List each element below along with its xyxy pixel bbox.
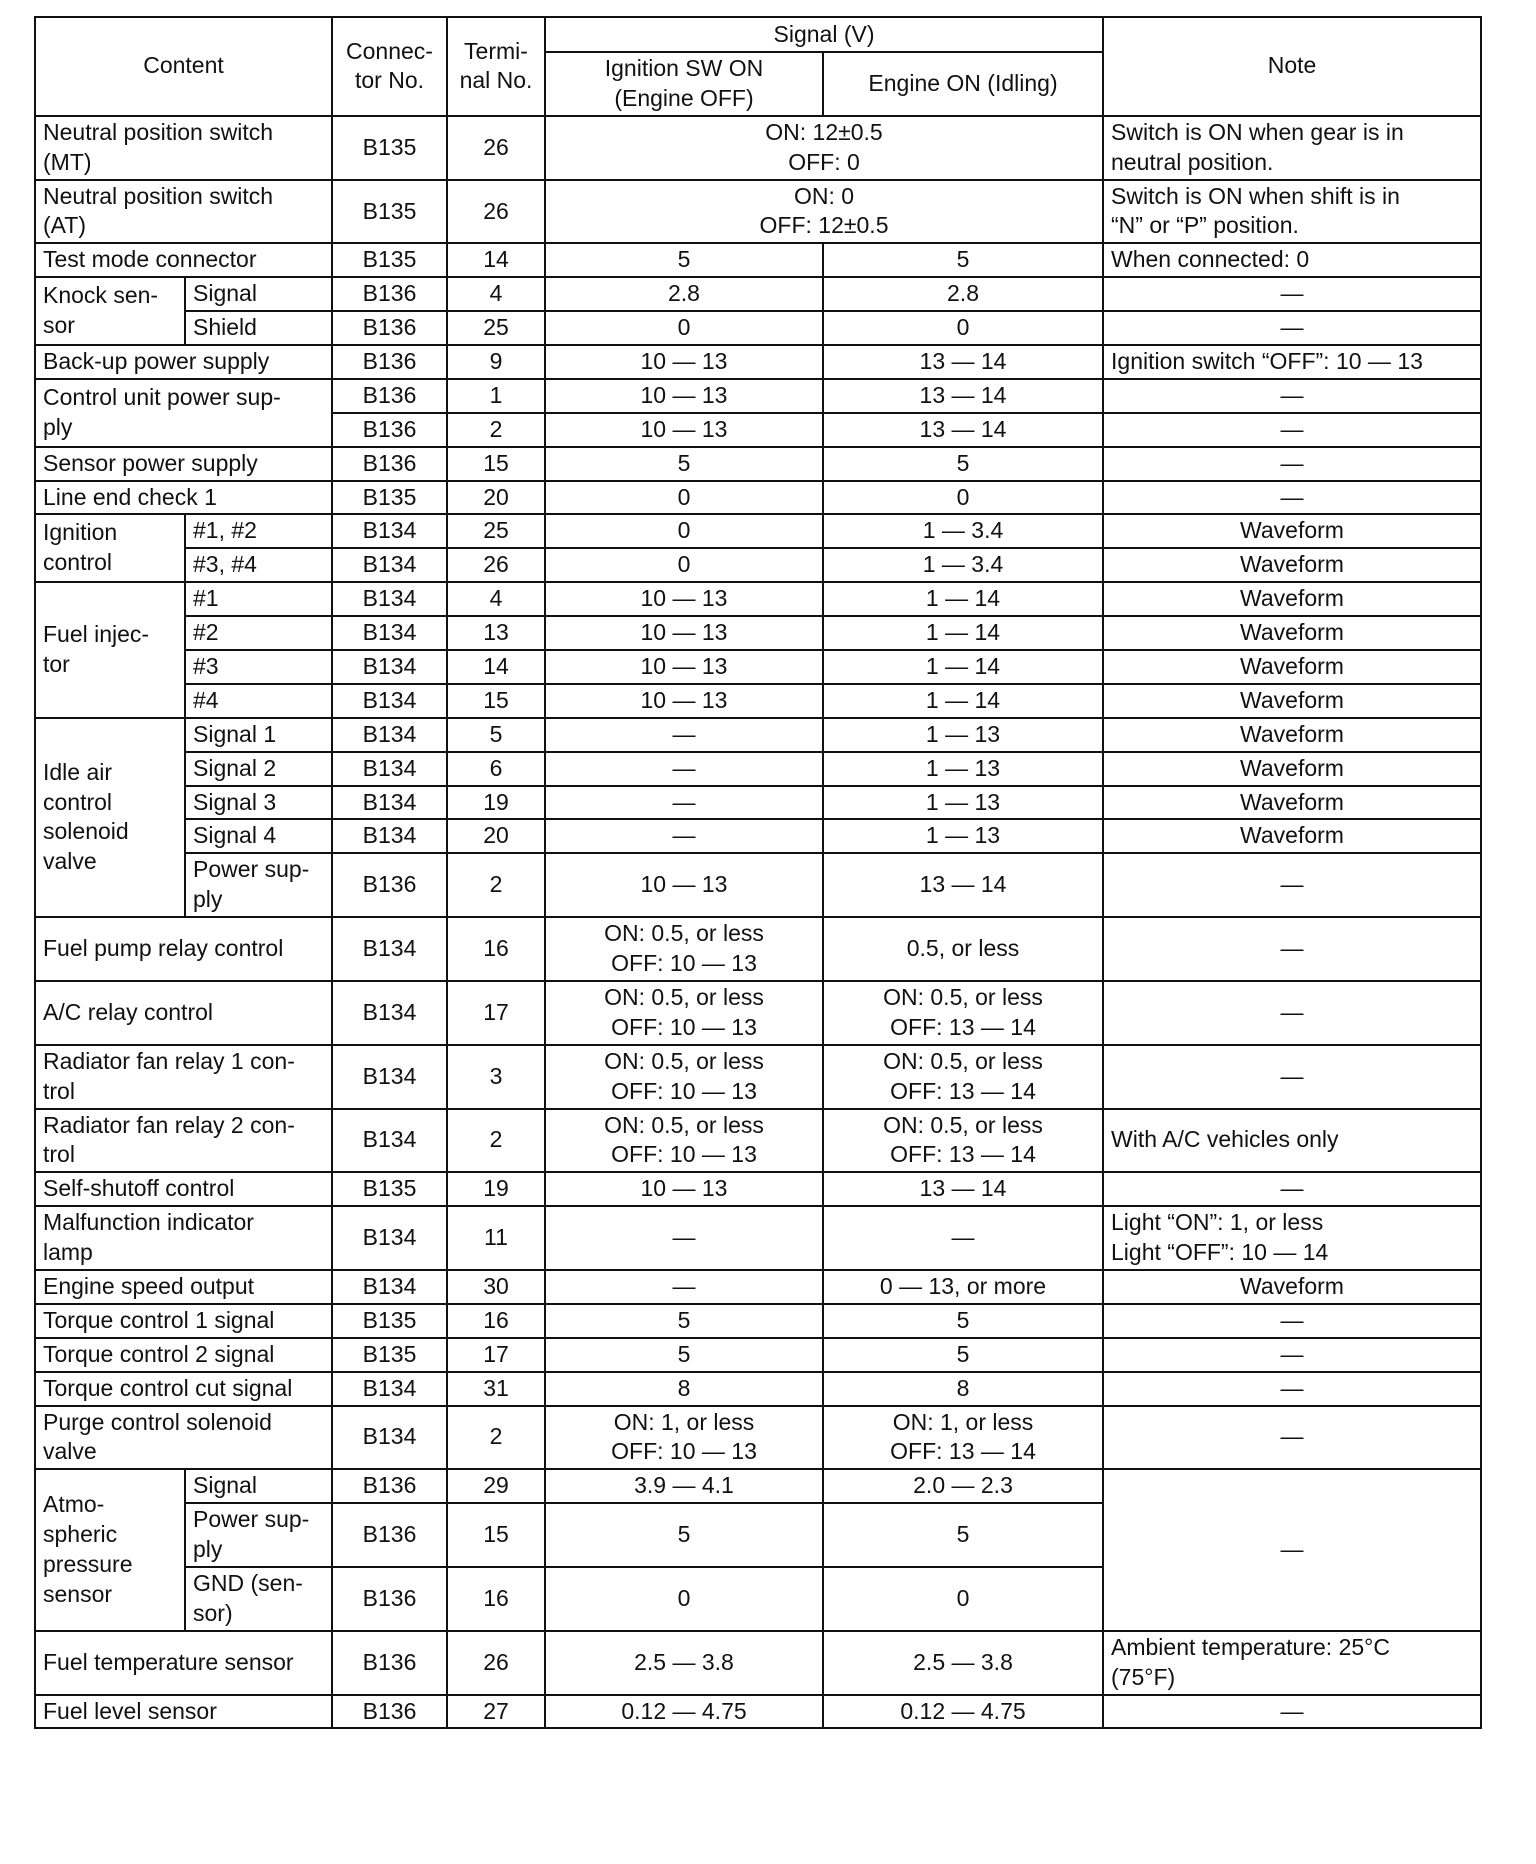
terminal-no: 31 bbox=[447, 1372, 545, 1406]
signal-engine-on: 1 — 13 bbox=[823, 752, 1103, 786]
signal-ignition-on: 10 — 13 bbox=[545, 379, 823, 413]
header-ignition-sw-on: Ignition SW ON (Engine OFF) bbox=[545, 52, 823, 116]
signal-ignition-on: — bbox=[545, 819, 823, 853]
terminal-no: 25 bbox=[447, 514, 545, 548]
table-row bbox=[35, 819, 1481, 853]
note: — bbox=[1103, 1304, 1481, 1338]
table-row bbox=[35, 786, 1481, 820]
content-sub-label: #1 bbox=[185, 582, 332, 616]
table-row bbox=[35, 684, 1481, 718]
note: — bbox=[1103, 311, 1481, 345]
note: — bbox=[1103, 917, 1481, 981]
signal-engine-on: 0 — 13, or more bbox=[823, 1270, 1103, 1304]
connector-no: B134 bbox=[332, 514, 447, 548]
note: — bbox=[1103, 1469, 1481, 1630]
content-sub-label: Signal 1 bbox=[185, 718, 332, 752]
terminal-no: 2 bbox=[447, 853, 545, 917]
connector-no: B134 bbox=[332, 1372, 447, 1406]
table-row bbox=[35, 1338, 1481, 1372]
terminal-no: 11 bbox=[447, 1206, 545, 1270]
content-label: Malfunction indicator lamp bbox=[35, 1206, 332, 1270]
note: With A/C vehicles only bbox=[1103, 1109, 1481, 1173]
content-group-label: Knock sen- sor bbox=[35, 277, 185, 345]
content-sub-label: Signal 3 bbox=[185, 786, 332, 820]
terminal-no: 29 bbox=[447, 1469, 545, 1503]
table-row bbox=[35, 1304, 1481, 1338]
signal-value-merged: ON: 12±0.5 OFF: 0 bbox=[545, 116, 1103, 180]
note: Waveform bbox=[1103, 819, 1481, 853]
signal-engine-on: 5 bbox=[823, 1503, 1103, 1567]
terminal-no: 20 bbox=[447, 819, 545, 853]
signal-ignition-on: 5 bbox=[545, 1338, 823, 1372]
content-sub-label: Power sup- ply bbox=[185, 1503, 332, 1567]
signal-value-merged: ON: 0 OFF: 12±0.5 bbox=[545, 180, 1103, 244]
signal-engine-on: 2.5 — 3.8 bbox=[823, 1631, 1103, 1695]
connector-no: B134 bbox=[332, 917, 447, 981]
content-label: Control unit power sup- ply bbox=[35, 379, 332, 447]
table-row bbox=[35, 447, 1481, 481]
signal-engine-on: 1 — 14 bbox=[823, 650, 1103, 684]
signal-ignition-on: ON: 0.5, or less OFF: 10 — 13 bbox=[545, 1045, 823, 1109]
content-label: Test mode connector bbox=[35, 243, 332, 277]
signal-engine-on: 5 bbox=[823, 1338, 1103, 1372]
note: — bbox=[1103, 481, 1481, 515]
signal-engine-on: 13 — 14 bbox=[823, 345, 1103, 379]
terminal-no: 4 bbox=[447, 582, 545, 616]
connector-no: B135 bbox=[332, 243, 447, 277]
signal-engine-on: — bbox=[823, 1206, 1103, 1270]
terminal-no: 20 bbox=[447, 481, 545, 515]
content-label: Radiator fan relay 1 con- trol bbox=[35, 1045, 332, 1109]
signal-engine-on: ON: 0.5, or less OFF: 13 — 14 bbox=[823, 1109, 1103, 1173]
signal-ignition-on: 10 — 13 bbox=[545, 616, 823, 650]
content-label: Purge control solenoid valve bbox=[35, 1406, 332, 1470]
header-content: Content bbox=[35, 17, 332, 116]
table-row bbox=[35, 1695, 1481, 1729]
terminal-no: 14 bbox=[447, 650, 545, 684]
signal-ignition-on: 8 bbox=[545, 1372, 823, 1406]
table-header bbox=[35, 17, 1481, 116]
content-sub-label: Shield bbox=[185, 311, 332, 345]
content-group-label: Atmo- spheric pressure sensor bbox=[35, 1469, 185, 1630]
note: Waveform bbox=[1103, 718, 1481, 752]
note: — bbox=[1103, 1045, 1481, 1109]
signal-ignition-on: 0 bbox=[545, 311, 823, 345]
terminal-signal-table bbox=[34, 16, 1482, 1729]
connector-no: B134 bbox=[332, 684, 447, 718]
table-row bbox=[35, 1172, 1481, 1206]
table-row bbox=[35, 345, 1481, 379]
table-row bbox=[35, 1372, 1481, 1406]
content-label: Neutral position switch (AT) bbox=[35, 180, 332, 244]
header-engine-on: Engine ON (Idling) bbox=[823, 52, 1103, 116]
signal-ignition-on: ON: 0.5, or less OFF: 10 — 13 bbox=[545, 917, 823, 981]
signal-engine-on: 1 — 13 bbox=[823, 819, 1103, 853]
content-label: Back-up power supply bbox=[35, 345, 332, 379]
signal-engine-on: 5 bbox=[823, 1304, 1103, 1338]
table-row bbox=[35, 1469, 1481, 1503]
content-label: Torque control 2 signal bbox=[35, 1338, 332, 1372]
table-row bbox=[35, 650, 1481, 684]
connector-no: B136 bbox=[332, 277, 447, 311]
connector-no: B134 bbox=[332, 616, 447, 650]
signal-ignition-on: 3.9 — 4.1 bbox=[545, 1469, 823, 1503]
terminal-no: 3 bbox=[447, 1045, 545, 1109]
table-body bbox=[35, 116, 1481, 1729]
table-row bbox=[35, 1406, 1481, 1470]
terminal-no: 25 bbox=[447, 311, 545, 345]
connector-no: B135 bbox=[332, 1172, 447, 1206]
content-sub-label: #1, #2 bbox=[185, 514, 332, 548]
note: Ambient temperature: 25°C (75°F) bbox=[1103, 1631, 1481, 1695]
signal-engine-on: 1 — 13 bbox=[823, 786, 1103, 820]
content-sub-label: Power sup- ply bbox=[185, 853, 332, 917]
terminal-no: 16 bbox=[447, 1304, 545, 1338]
signal-ignition-on: 10 — 13 bbox=[545, 684, 823, 718]
signal-ignition-on: 0 bbox=[545, 514, 823, 548]
note: Waveform bbox=[1103, 1270, 1481, 1304]
table-row bbox=[35, 1206, 1481, 1270]
header-connector-no: Connec- tor No. bbox=[332, 17, 447, 116]
terminal-no: 2 bbox=[447, 1406, 545, 1470]
table-row bbox=[35, 1045, 1481, 1109]
signal-engine-on: 13 — 14 bbox=[823, 413, 1103, 447]
note: — bbox=[1103, 447, 1481, 481]
table-row bbox=[35, 752, 1481, 786]
signal-ignition-on: 0 bbox=[545, 548, 823, 582]
terminal-no: 4 bbox=[447, 277, 545, 311]
connector-no: B136 bbox=[332, 853, 447, 917]
connector-no: B135 bbox=[332, 180, 447, 244]
signal-engine-on: 13 — 14 bbox=[823, 379, 1103, 413]
signal-engine-on: 2.8 bbox=[823, 277, 1103, 311]
signal-engine-on: ON: 1, or less OFF: 13 — 14 bbox=[823, 1406, 1103, 1470]
connector-no: B134 bbox=[332, 1045, 447, 1109]
connector-no: B134 bbox=[332, 582, 447, 616]
signal-engine-on: 1 — 13 bbox=[823, 718, 1103, 752]
signal-ignition-on: ON: 0.5, or less OFF: 10 — 13 bbox=[545, 981, 823, 1045]
connector-no: B134 bbox=[332, 718, 447, 752]
content-label: Line end check 1 bbox=[35, 481, 332, 515]
signal-ignition-on: 5 bbox=[545, 1304, 823, 1338]
note: — bbox=[1103, 277, 1481, 311]
signal-engine-on: 1 — 3.4 bbox=[823, 548, 1103, 582]
signal-ignition-on: — bbox=[545, 786, 823, 820]
connector-no: B134 bbox=[332, 752, 447, 786]
table-row bbox=[35, 481, 1481, 515]
connector-no: B135 bbox=[332, 481, 447, 515]
connector-no: B136 bbox=[332, 311, 447, 345]
connector-no: B136 bbox=[332, 1567, 447, 1631]
signal-engine-on: 1 — 14 bbox=[823, 616, 1103, 650]
signal-engine-on: 0.12 — 4.75 bbox=[823, 1695, 1103, 1729]
terminal-no: 13 bbox=[447, 616, 545, 650]
signal-engine-on: 5 bbox=[823, 243, 1103, 277]
note: Waveform bbox=[1103, 548, 1481, 582]
terminal-no: 17 bbox=[447, 1338, 545, 1372]
connector-no: B134 bbox=[332, 1406, 447, 1470]
content-group-label: Idle air control solenoid valve bbox=[35, 718, 185, 917]
connector-no: B134 bbox=[332, 1206, 447, 1270]
note: — bbox=[1103, 379, 1481, 413]
connector-no: B136 bbox=[332, 345, 447, 379]
table-row bbox=[35, 514, 1481, 548]
table-row bbox=[35, 180, 1481, 244]
table-row bbox=[35, 917, 1481, 981]
signal-engine-on: 1 — 3.4 bbox=[823, 514, 1103, 548]
content-label: Self-shutoff control bbox=[35, 1172, 332, 1206]
header-terminal-no: Termi- nal No. bbox=[447, 17, 545, 116]
table-row bbox=[35, 981, 1481, 1045]
signal-ignition-on: 0.12 — 4.75 bbox=[545, 1695, 823, 1729]
content-sub-label: Signal 2 bbox=[185, 752, 332, 786]
note: — bbox=[1103, 1695, 1481, 1729]
note: Waveform bbox=[1103, 684, 1481, 718]
signal-ignition-on: — bbox=[545, 718, 823, 752]
signal-engine-on: 2.0 — 2.3 bbox=[823, 1469, 1103, 1503]
connector-no: B136 bbox=[332, 1503, 447, 1567]
table-row bbox=[35, 616, 1481, 650]
table-row bbox=[35, 1270, 1481, 1304]
signal-engine-on: 0.5, or less bbox=[823, 917, 1103, 981]
signal-engine-on: 8 bbox=[823, 1372, 1103, 1406]
note: — bbox=[1103, 1372, 1481, 1406]
content-sub-label: Signal 4 bbox=[185, 819, 332, 853]
connector-no: B135 bbox=[332, 1338, 447, 1372]
signal-ignition-on: 10 — 13 bbox=[545, 582, 823, 616]
header-note: Note bbox=[1103, 17, 1481, 116]
terminal-no: 5 bbox=[447, 718, 545, 752]
signal-engine-on: 0 bbox=[823, 311, 1103, 345]
connector-no: B134 bbox=[332, 1109, 447, 1173]
signal-engine-on: 1 — 14 bbox=[823, 684, 1103, 718]
table-row bbox=[35, 243, 1481, 277]
table-row bbox=[35, 1631, 1481, 1695]
content-sub-label: #2 bbox=[185, 616, 332, 650]
table-row bbox=[35, 277, 1481, 311]
connector-no: B134 bbox=[332, 650, 447, 684]
connector-no: B136 bbox=[332, 1631, 447, 1695]
note: Waveform bbox=[1103, 752, 1481, 786]
signal-engine-on: 5 bbox=[823, 447, 1103, 481]
content-group-label: Fuel injec- tor bbox=[35, 582, 185, 718]
content-label: Torque control cut signal bbox=[35, 1372, 332, 1406]
terminal-no: 15 bbox=[447, 684, 545, 718]
terminal-no: 16 bbox=[447, 917, 545, 981]
terminal-no: 19 bbox=[447, 1172, 545, 1206]
content-sub-label: Signal bbox=[185, 277, 332, 311]
signal-engine-on: 0 bbox=[823, 1567, 1103, 1631]
terminal-no: 9 bbox=[447, 345, 545, 379]
terminal-no: 14 bbox=[447, 243, 545, 277]
terminal-no: 6 bbox=[447, 752, 545, 786]
table-row bbox=[35, 548, 1481, 582]
connector-no: B134 bbox=[332, 548, 447, 582]
content-label: Neutral position switch (MT) bbox=[35, 116, 332, 180]
terminal-no: 27 bbox=[447, 1695, 545, 1729]
signal-ignition-on: 10 — 13 bbox=[545, 345, 823, 379]
table-row bbox=[35, 582, 1481, 616]
signal-ignition-on: 2.5 — 3.8 bbox=[545, 1631, 823, 1695]
content-sub-label: GND (sen- sor) bbox=[185, 1567, 332, 1631]
table-row bbox=[35, 718, 1481, 752]
content-label: Radiator fan relay 2 con- trol bbox=[35, 1109, 332, 1173]
signal-ignition-on: ON: 1, or less OFF: 10 — 13 bbox=[545, 1406, 823, 1470]
note: — bbox=[1103, 1172, 1481, 1206]
note: Waveform bbox=[1103, 514, 1481, 548]
note: Switch is ON when shift is in “N” or “P” position. bbox=[1103, 180, 1481, 244]
header-signal: Signal (V) bbox=[545, 17, 1103, 52]
terminal-no: 26 bbox=[447, 180, 545, 244]
signal-ignition-on: 0 bbox=[545, 481, 823, 515]
terminal-no: 1 bbox=[447, 379, 545, 413]
connector-no: B135 bbox=[332, 1304, 447, 1338]
note: — bbox=[1103, 853, 1481, 917]
signal-ignition-on: ON: 0.5, or less OFF: 10 — 13 bbox=[545, 1109, 823, 1173]
note: When connected: 0 bbox=[1103, 243, 1481, 277]
terminal-no: 17 bbox=[447, 981, 545, 1045]
connector-no: B136 bbox=[332, 1695, 447, 1729]
content-sub-label: #4 bbox=[185, 684, 332, 718]
content-label: Fuel temperature sensor bbox=[35, 1631, 332, 1695]
signal-ignition-on: 5 bbox=[545, 243, 823, 277]
signal-ignition-on: 10 — 13 bbox=[545, 650, 823, 684]
content-sub-label: Signal bbox=[185, 1469, 332, 1503]
content-group-label: Ignition control bbox=[35, 514, 185, 582]
connector-no: B136 bbox=[332, 379, 447, 413]
note: Ignition switch “OFF”: 10 — 13 bbox=[1103, 345, 1481, 379]
note: Waveform bbox=[1103, 786, 1481, 820]
note: Light “ON”: 1, or less Light “OFF”: 10 — 14 bbox=[1103, 1206, 1481, 1270]
connector-no: B135 bbox=[332, 116, 447, 180]
signal-ignition-on: 10 — 13 bbox=[545, 853, 823, 917]
terminal-no: 30 bbox=[447, 1270, 545, 1304]
note: — bbox=[1103, 1338, 1481, 1372]
signal-ignition-on: 10 — 13 bbox=[545, 1172, 823, 1206]
connector-no: B136 bbox=[332, 447, 447, 481]
connector-no: B136 bbox=[332, 1469, 447, 1503]
terminal-no: 2 bbox=[447, 413, 545, 447]
signal-engine-on: 0 bbox=[823, 481, 1103, 515]
terminal-no: 15 bbox=[447, 1503, 545, 1567]
signal-engine-on: ON: 0.5, or less OFF: 13 — 14 bbox=[823, 1045, 1103, 1109]
signal-engine-on: 1 — 14 bbox=[823, 582, 1103, 616]
connector-no: B134 bbox=[332, 981, 447, 1045]
terminal-no: 26 bbox=[447, 1631, 545, 1695]
content-label: Fuel pump relay control bbox=[35, 917, 332, 981]
table-row bbox=[35, 116, 1481, 180]
content-label: Sensor power supply bbox=[35, 447, 332, 481]
signal-engine-on: 13 — 14 bbox=[823, 853, 1103, 917]
note: Waveform bbox=[1103, 650, 1481, 684]
content-sub-label: #3 bbox=[185, 650, 332, 684]
table-row bbox=[35, 379, 1481, 413]
terminal-no: 19 bbox=[447, 786, 545, 820]
note: Waveform bbox=[1103, 616, 1481, 650]
signal-engine-on: 13 — 14 bbox=[823, 1172, 1103, 1206]
table-row bbox=[35, 311, 1481, 345]
signal-engine-on: ON: 0.5, or less OFF: 13 — 14 bbox=[823, 981, 1103, 1045]
signal-ignition-on: — bbox=[545, 1270, 823, 1304]
connector-no: B134 bbox=[332, 786, 447, 820]
terminal-no: 15 bbox=[447, 447, 545, 481]
signal-ignition-on: 5 bbox=[545, 447, 823, 481]
content-label: Fuel level sensor bbox=[35, 1695, 332, 1729]
terminal-no: 26 bbox=[447, 116, 545, 180]
content-label: Engine speed output bbox=[35, 1270, 332, 1304]
signal-ignition-on: 5 bbox=[545, 1503, 823, 1567]
connector-no: B134 bbox=[332, 1270, 447, 1304]
note: Switch is ON when gear is in neutral position. bbox=[1103, 116, 1481, 180]
content-sub-label: #3, #4 bbox=[185, 548, 332, 582]
table-row bbox=[35, 853, 1481, 917]
signal-ignition-on: 10 — 13 bbox=[545, 413, 823, 447]
connector-no: B134 bbox=[332, 819, 447, 853]
connector-no: B136 bbox=[332, 413, 447, 447]
signal-ignition-on: 2.8 bbox=[545, 277, 823, 311]
terminal-no: 26 bbox=[447, 548, 545, 582]
terminal-no: 2 bbox=[447, 1109, 545, 1173]
note: Waveform bbox=[1103, 582, 1481, 616]
note: — bbox=[1103, 1406, 1481, 1470]
signal-ignition-on: — bbox=[545, 752, 823, 786]
content-label: Torque control 1 signal bbox=[35, 1304, 332, 1338]
terminal-no: 16 bbox=[447, 1567, 545, 1631]
content-label: A/C relay control bbox=[35, 981, 332, 1045]
signal-ignition-on: — bbox=[545, 1206, 823, 1270]
table-row bbox=[35, 1109, 1481, 1173]
note: — bbox=[1103, 413, 1481, 447]
signal-ignition-on: 0 bbox=[545, 1567, 823, 1631]
note: — bbox=[1103, 981, 1481, 1045]
